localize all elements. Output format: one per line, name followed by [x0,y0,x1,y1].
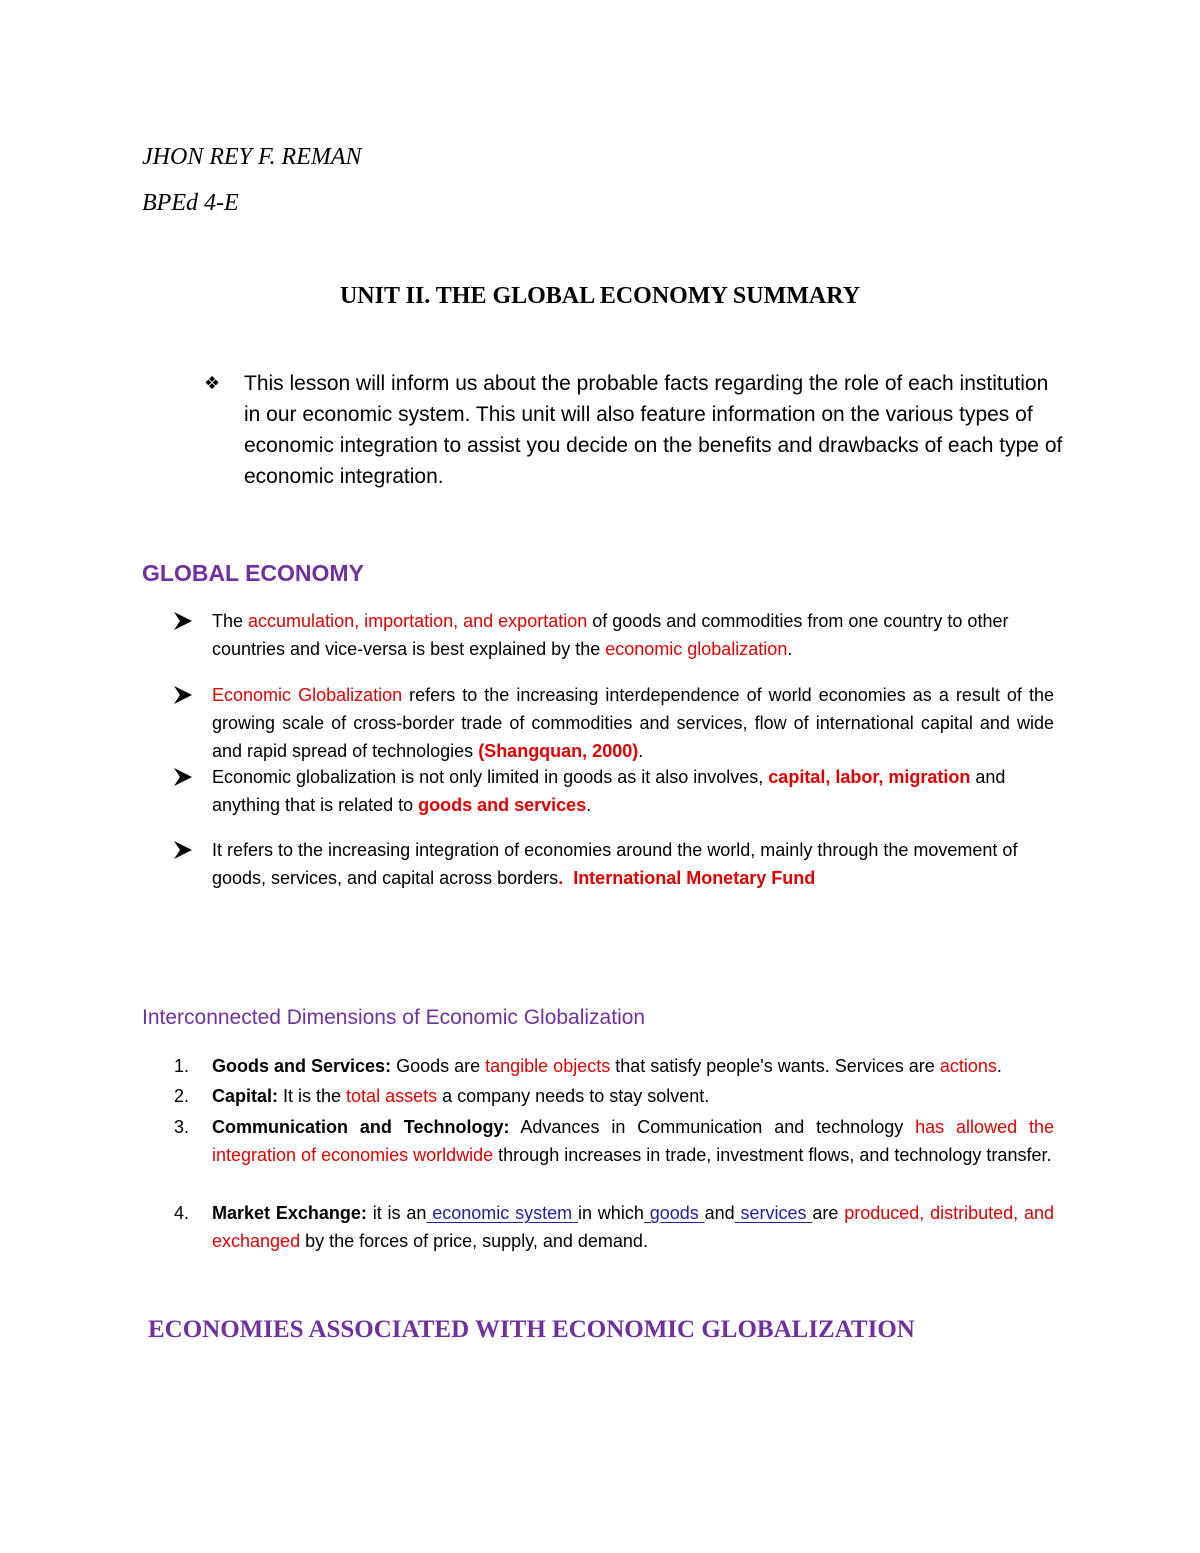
course-section: BPEd 4-E [142,190,239,216]
bullet-text: It refers to the increasing integration of economies around the world, mainly through the movement of goods, services, and capital across borders [212,840,1018,888]
highlight-text: has allowed the integration of economies worldwide [212,1117,1055,1165]
economic-system-link[interactable]: economic system [432,1203,573,1223]
dimension-item-1 [174,1052,1054,1080]
bullet-text: The [212,611,249,631]
global-economy-bullet-3 [212,763,1054,819]
highlight-text: total assets [346,1086,438,1106]
bullet-text: and anything that is related to [212,767,1006,815]
highlight-text: actions [939,1056,997,1076]
item-text: through increases in trade, investment flows, and technology transfer. [493,1145,1052,1165]
global-economy-heading: GLOBAL ECONOMY [142,560,364,586]
intro-paragraph [204,368,1064,492]
bullet-text: . [787,639,793,659]
highlight-text: economic globalization [605,639,788,659]
goods-link[interactable]: goods [649,1203,699,1223]
author-name: JHON REY F. REMAN [142,144,362,170]
item-number: 2. [174,1086,190,1106]
intro-text: This lesson will inform us about the probable facts regarding the role of each institution in our economic system. This unit will also feature information on the various types of economic integration to assist you decide on the benefits and drawbacks of each type of economic integration. [244,372,1063,488]
item-text: Goods are [391,1056,486,1076]
arrowhead-bullet-icon [172,840,194,860]
document-title: UNIT II. THE GLOBAL ECONOMY SUMMARY [339,283,861,309]
arrowhead-bullet-icon [172,767,194,787]
item-text: It is the [278,1086,347,1106]
item-text: . [996,1056,1002,1076]
dimension-item-2 [174,1082,1054,1110]
item-text: a company needs to stay solvent. [437,1086,710,1106]
highlight-text: Economic Globalization [212,685,403,705]
highlight-text: capital, labor, migration [768,767,971,787]
bullet-text: . [638,741,644,761]
bullet-text: refers to the increasing interdependence of world economies as a result of the growing scale of cross-border trade of commodities and services, flow of international capital and wide and rapid spread of technologies [212,685,1054,761]
economies-heading: ECONOMIES ASSOCIATED WITH ECONOMIC GLOBALIZATION [148,1316,915,1343]
global-economy-bullet-2 [212,681,1054,765]
dimension-item-4 [174,1199,1054,1255]
global-economy-bullet-1 [212,607,1054,663]
item-text: are [812,1203,845,1223]
bullet-text: . [586,795,592,815]
item-number: 4. [174,1203,190,1223]
highlight-text: goods and services [418,795,587,815]
global-economy-bullet-4 [212,836,1054,892]
services-link[interactable]: services [740,1203,807,1223]
dimension-item-3 [174,1113,1055,1169]
dimensions-heading: Interconnected Dimensions of Economic Globalization [142,1006,646,1029]
item-label: Capital: [212,1086,279,1106]
arrowhead-bullet-icon [172,685,194,705]
diamond-bullet-icon: ❖ [204,373,221,393]
item-text: that satisfy people's wants. Services are [610,1056,940,1076]
source-text: . International Monetary Fund [558,868,816,888]
highlight-text: tangible objects [485,1056,611,1076]
highlight-text: produced, distributed, and exchanged [212,1203,1054,1251]
item-label: Market Exchange: [212,1203,367,1223]
item-text: Advances in Communication and technology [509,1117,916,1137]
item-text: by the forces of price, supply, and demand. [300,1231,648,1251]
bullet-text: of goods and commodities from one country to other countries and vice-versa is best explained by the [212,611,1009,659]
arrowhead-bullet-icon [172,611,194,631]
item-number: 1. [174,1056,190,1076]
citation-text: (Shangquan, 2000) [478,741,639,761]
highlight-text: accumulation, importation, and exportation [248,611,588,631]
item-number: 3. [174,1117,190,1137]
item-text: it is an [366,1203,427,1223]
item-label: Communication and Technology: [212,1117,510,1137]
bullet-text: Economic globalization is not only limited in goods as it also involves, [212,767,769,787]
item-label: Goods and Services: [212,1056,392,1076]
item-text: and [704,1203,735,1223]
item-text: in which [577,1203,644,1223]
